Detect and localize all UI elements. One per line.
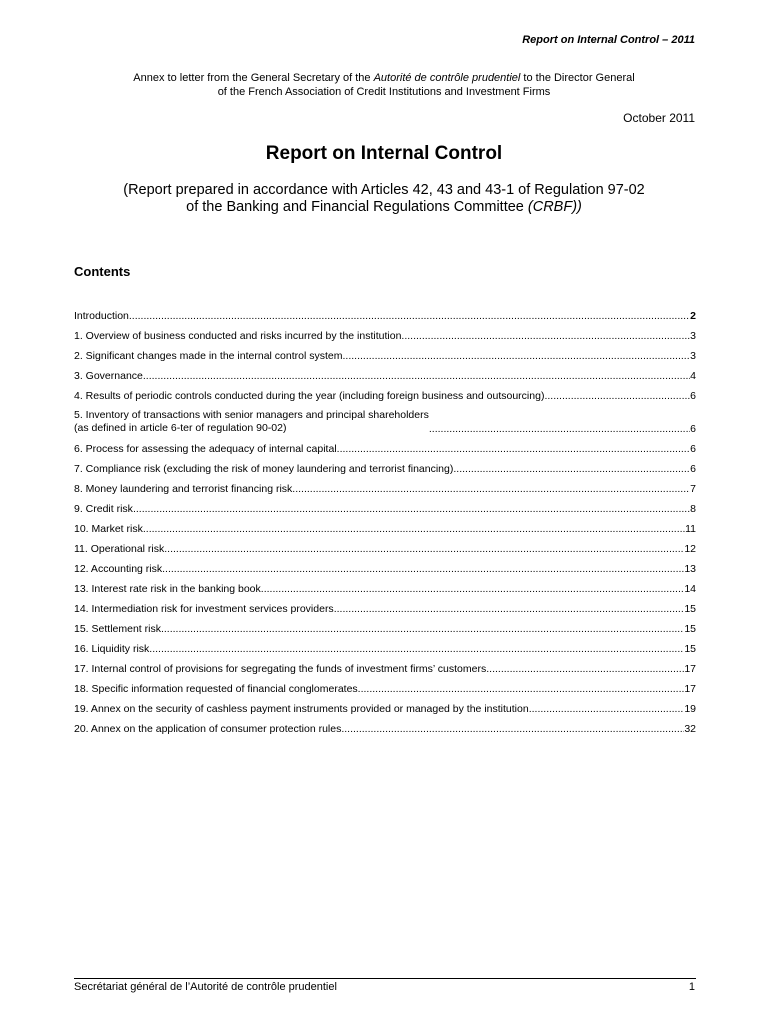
toc-entry-title: 2. Significant changes made in the internal control system	[74, 350, 343, 362]
toc-entry-page-number: 15	[684, 623, 696, 635]
toc-entry[interactable]	[74, 695, 696, 715]
toc-entry-leader-dots	[162, 563, 684, 575]
subtitle-line-1: (Report prepared in accordance with Articles 42, 43 and 43-1 of Regulation 97-02	[123, 182, 645, 198]
toc-entry-page-number: 6	[690, 443, 696, 455]
toc-entry-page-number: 6	[690, 463, 696, 475]
toc-entry[interactable]	[74, 435, 696, 455]
toc-entry-page-number: 3	[690, 330, 696, 342]
toc-entry-page-number: 15	[684, 603, 696, 615]
toc-entry[interactable]	[74, 575, 696, 595]
toc-entry-title: 17. Internal control of provisions for segregating the funds of investment firms’ customers	[74, 663, 487, 675]
toc-entry-page-number: 3	[690, 350, 696, 362]
toc-entry-title: 18. Specific information requested of financial conglomerates	[74, 683, 358, 695]
annex-line-1-italic: Autorité de contrôle prudentiel	[373, 72, 521, 84]
toc-entry-title: 8. Money laundering and terrorist financing risk	[74, 483, 293, 495]
toc-entry-page-number: 6	[690, 390, 696, 402]
toc-entry-leader-dots	[401, 330, 690, 342]
subtitle-line-2-prefix: of the Banking and Financial Regulations Committee	[186, 199, 528, 215]
toc-entry-leader-dots	[161, 623, 684, 635]
toc-entry-leader-dots	[261, 583, 685, 595]
toc-entry-leader-dots	[133, 503, 690, 515]
toc-entry[interactable]	[74, 635, 696, 655]
table-of-contents	[74, 302, 696, 735]
toc-entry-page-number: 19	[684, 703, 696, 715]
contents-heading: Contents	[74, 264, 131, 279]
toc-entry-page-number: 14	[684, 583, 696, 595]
toc-entry-leader-dots	[453, 463, 690, 475]
toc-entry-title	[74, 409, 429, 435]
toc-entry-title: 20. Annex on the application of consumer protection rules	[74, 723, 342, 735]
toc-entry-leader-dots	[129, 310, 690, 322]
toc-entry-leader-dots	[358, 683, 685, 695]
annex-line-1	[0, 71, 768, 85]
toc-entry[interactable]	[74, 715, 696, 735]
toc-entry-leader-dots	[429, 423, 690, 435]
toc-entry-title: 11. Operational risk	[74, 543, 165, 555]
subtitle-line-2-italic: (CRBF))	[527, 199, 582, 215]
toc-entry[interactable]	[74, 655, 696, 675]
annex-line-1-prefix: Annex to letter from the General Secretary of the	[133, 72, 374, 84]
toc-entry[interactable]	[74, 455, 696, 475]
footer-page-number: 1	[688, 981, 695, 993]
toc-entry-page-number: 6	[690, 423, 696, 435]
toc-entry-title: 1. Overview of business conducted and risks incurred by the institution	[74, 330, 402, 342]
page-title: Report on Internal Control	[265, 143, 503, 164]
toc-entry-leader-dots	[334, 603, 685, 615]
toc-entry-page-number: 2	[690, 310, 696, 322]
toc-entry[interactable]	[74, 615, 696, 635]
toc-entry[interactable]	[74, 402, 696, 435]
toc-entry-leader-dots	[143, 370, 690, 382]
toc-entry[interactable]	[74, 382, 696, 402]
toc-entry-title: 15. Settlement risk	[74, 623, 161, 635]
toc-entry-leader-dots	[143, 523, 685, 535]
toc-entry-page-number: 15	[684, 643, 696, 655]
toc-entry-title: 9. Credit risk	[74, 503, 133, 515]
toc-entry[interactable]	[74, 302, 696, 322]
annex-note	[0, 71, 768, 99]
footer-divider	[74, 978, 696, 979]
toc-entry-title: Introduction	[74, 310, 129, 322]
subtitle-line-2	[0, 199, 768, 216]
toc-entry-leader-dots	[341, 723, 684, 735]
toc-entry[interactable]	[74, 675, 696, 695]
toc-entry-title: 14. Intermediation risk for investment services providers	[74, 603, 334, 615]
toc-entry-leader-dots	[337, 443, 691, 455]
toc-entry[interactable]	[74, 595, 696, 615]
page-subtitle	[0, 182, 768, 216]
toc-entry-leader-dots	[486, 663, 684, 675]
toc-entry-title: 10. Market risk	[74, 523, 143, 535]
toc-entry-leader-dots	[342, 350, 690, 362]
toc-entry-leader-dots	[544, 390, 690, 402]
toc-entry-title: 6. Process for assessing the adequacy of internal capital	[74, 443, 337, 455]
toc-entry-leader-dots	[164, 543, 684, 555]
toc-entry-page-number: 17	[684, 683, 696, 695]
toc-entry-page-number: 8	[690, 503, 696, 515]
toc-entry-title-line-2: (as defined in article 6-ter of regulation 90-02)	[74, 422, 287, 434]
toc-entry-title: 3. Governance	[74, 370, 143, 382]
toc-entry-page-number: 4	[690, 370, 696, 382]
toc-entry[interactable]	[74, 535, 696, 555]
toc-entry-leader-dots	[292, 483, 690, 495]
document-date: October 2011	[623, 111, 695, 125]
toc-entry-leader-dots	[149, 643, 684, 655]
toc-entry[interactable]	[74, 342, 696, 362]
toc-entry-title: 7. Compliance risk (excluding the risk of money laundering and terrorist financing)	[74, 463, 454, 475]
running-header: Report on Internal Control – 2011	[522, 34, 695, 46]
toc-entry[interactable]	[74, 515, 696, 535]
toc-entry-title: 13. Interest rate risk in the banking book	[74, 583, 261, 595]
footer-organization: Secrétariat général de l’Autorité de contrôle prudentiel	[74, 981, 337, 993]
toc-entry-title: 19. Annex on the security of cashless payment instruments provided or managed by the institution	[74, 703, 529, 715]
toc-entry[interactable]	[74, 475, 696, 495]
annex-line-1-suffix: to the Director General	[520, 72, 635, 84]
toc-entry-title: 16. Liquidity risk	[74, 643, 150, 655]
toc-entry-title: 12. Accounting risk	[74, 563, 163, 575]
toc-entry-page-number: 32	[684, 723, 696, 735]
toc-entry-page-number: 17	[684, 663, 696, 675]
toc-entry-title-line-1: 5. Inventory of transactions with senior managers and principal shareholders	[74, 409, 429, 421]
toc-entry-title: 4. Results of periodic controls conducted during the year (including foreign business and outsourcing)	[74, 390, 545, 402]
toc-entry[interactable]	[74, 322, 696, 342]
toc-entry[interactable]	[74, 362, 696, 382]
toc-entry-page-number: 12	[684, 543, 696, 555]
toc-entry-leader-dots	[529, 703, 685, 715]
annex-line-2: of the French Association of Credit Institutions and Investment Firms	[217, 86, 551, 98]
toc-entry[interactable]	[74, 555, 696, 575]
toc-entry-page-number: 7	[690, 483, 696, 495]
toc-entry[interactable]	[74, 495, 696, 515]
toc-entry-page-number: 13	[684, 563, 696, 575]
toc-entry-page-number: 11	[685, 523, 696, 535]
